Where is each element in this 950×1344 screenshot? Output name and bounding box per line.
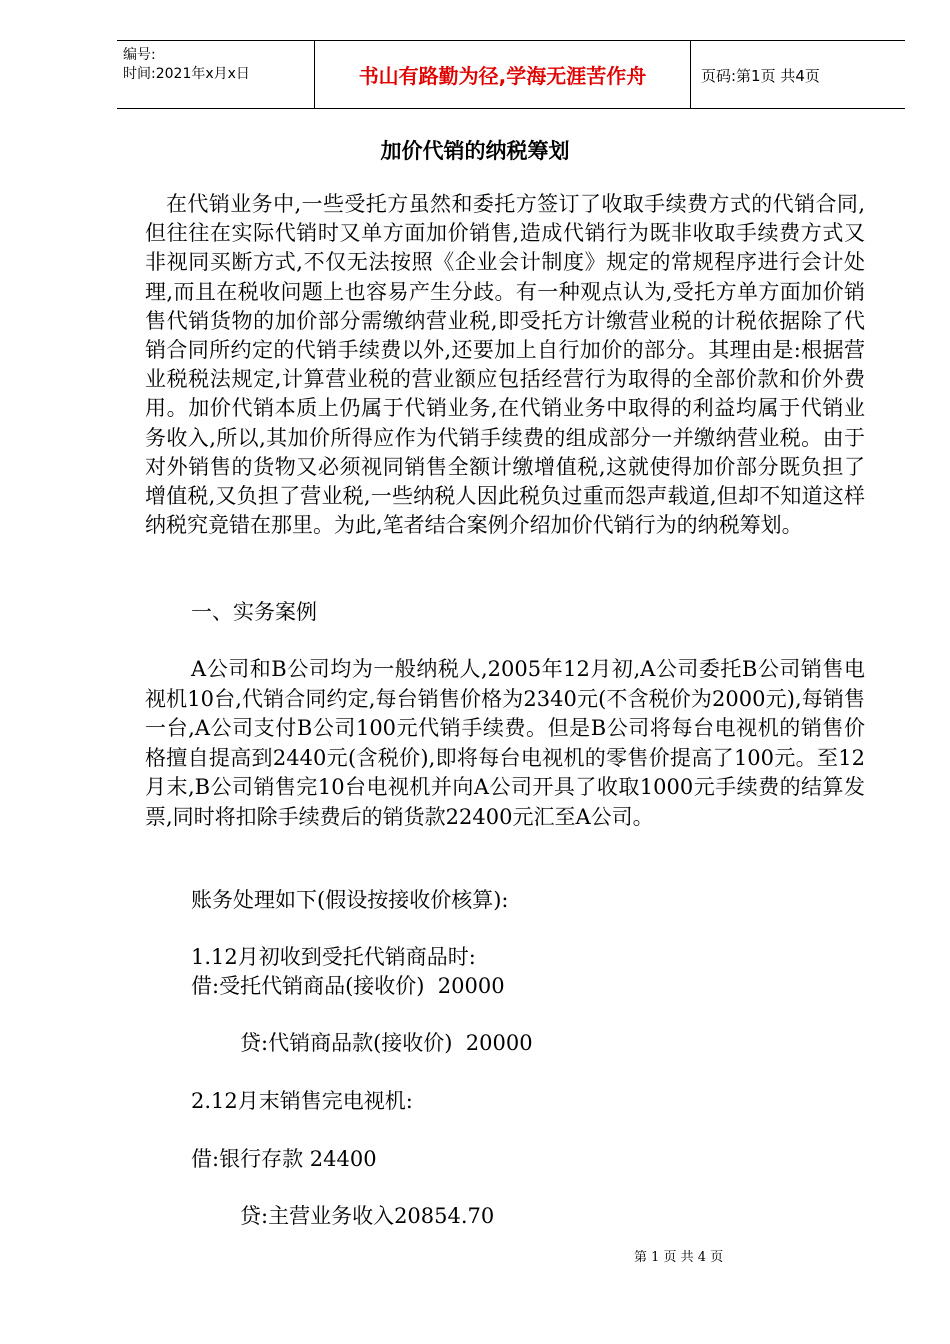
section-heading: 一、实务案例 — [191, 600, 317, 624]
intro-paragraph: 在代销业务中,一些受托方虽然和委托方签订了收取手续费方式的代销合同,但往往在实际代销时又单方面加价销售,造成代销行为既非收取手续费方式又非视同买断方式,不仅无法按照《企业会计制度》规定的常规程序进行会计处理,而且在税收问题上也容易产生分歧。有一种观点认为,受托方单方面加价销售代销货物的加价部分需缴纳营业税,即受托方计缴营业税的计税依据除了代销合同所约定的代销手续费以外,还要加上自行加价的部分。其理由是:根据营业税税法规定,计算营业税的营业额应包括经营行为取得的全部价款和价外费用。加价代销本质上仍属于代销业务,在代销业务中取得的利益均属于代销业务收入,所以,其加价所得应作为代销手续费的组成部分一并缴纳营业税。由于对外销售的货物又必须视同销售全额计缴增值税,这就使得加价部分既负担了增值税,又负担了营业税,一些纳税人因此税负过重而怨声载道,但却不知道这样纳税究竟错在那里。为此,笔者结合案例介绍加价代销行为的纳税筹划。 — [145, 192, 865, 538]
header-info-cell — [117, 41, 315, 108]
entry-step-1: 1.12月初收到受托代销商品时: — [191, 945, 476, 969]
case-section — [145, 655, 865, 832]
entry-credit-2: 贷:主营业务收入20854.70 — [240, 1204, 495, 1228]
entry-credit-1: 贷:代销商品款(接收价) 20000 — [240, 1031, 533, 1055]
intro-section — [145, 190, 865, 540]
page-footer: 第 1 页 共 4 页 — [634, 1250, 724, 1265]
header-table — [117, 40, 905, 109]
header-page-info: 页码:第1页 共4页 — [701, 67, 820, 85]
header-motto: 书山有路勤为径,学海无涯苦作舟 — [315, 41, 691, 108]
entry-step-2: 2.12月末销售完电视机: — [191, 1089, 413, 1113]
entry-debit-1: 借:受托代销商品(接收价) 20000 — [191, 974, 505, 998]
accounting-intro: 账务处理如下(假设按接收价核算): — [191, 888, 509, 912]
case-paragraph: A公司和B公司均为一般纳税人,2005年12月初,A公司委托B公司销售电视机10台,代销合同约定,每台销售价格为2340元(不含税价为2000元),每销售一台,A公司支付B公司100元代销手续费。但是B公司将每台电视机的销售价格擅自提高到2440元(含税价),即将每台电视机的零售价提高了100元。至12月末,B公司销售完10台电视机并向A公司开具了收取1000元手续费的结算发票,同时将扣除手续费后的销货款22400元汇至A公司。 — [145, 657, 865, 829]
document-title: 加价代销的纳税筹划 — [380, 139, 570, 163]
document-number-label: 编号: — [123, 47, 156, 63]
entry-debit-2: 借:银行存款 24400 — [191, 1147, 377, 1171]
document-time-label: 时间:2021年x月x日 — [123, 66, 250, 82]
